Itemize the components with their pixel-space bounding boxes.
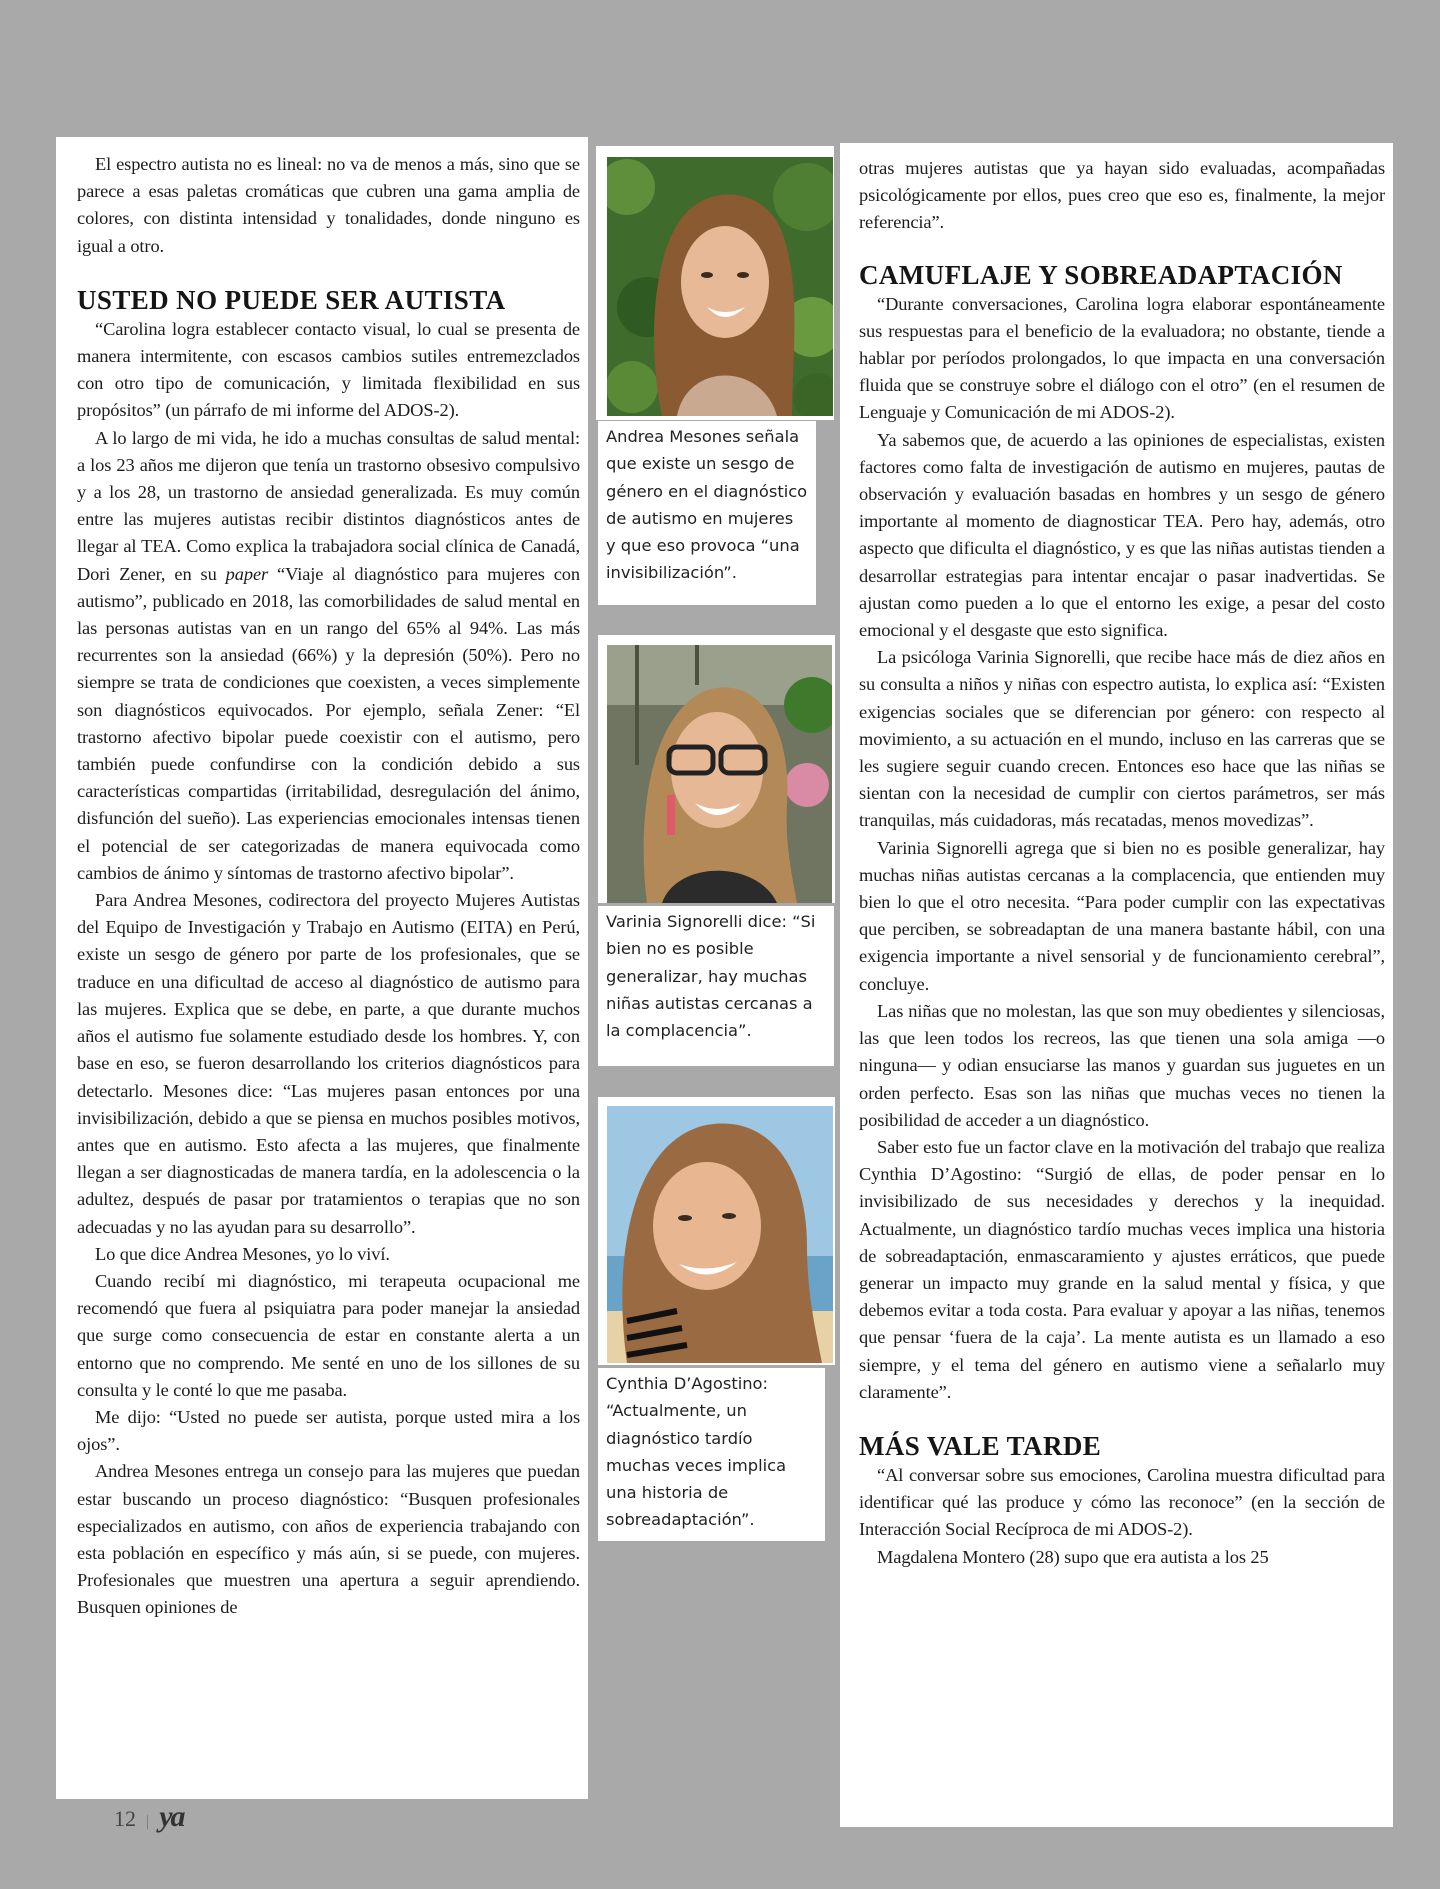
portrait-photo-icon <box>607 157 833 416</box>
left-text-column <box>56 137 588 1799</box>
paragraph: Saber esto fue un factor clave en la motivación del trabajo que realiza Cynthia D’Agostino: “Surgió de ellas, de poder pensar en lo invisibilizado de sus necesidades y derechos y la inequidad. Actualmente, un diagnóstico tardío muchas veces implica una historia de sobreadaptación, enmascaramiento y ajustes erráticos, que puede generar un impacto muy grande en la salud mental y física, y que debemos evitar a toda costa. Para evaluar y apoyar a las niñas, tenemos que pensar ‘fuera de la caja’. La mente autista es un llamado a eso siempre, y el tema del género en autismo viene a señalarlo muy claramente”. <box>859 1136 1385 1402</box>
emphasis-text: paper <box>225 563 269 584</box>
paragraph: otras mujeres autistas que ya hayan sido evaluadas, acompañadas psicológicamente por ellos, pues creo que eso es, finalmente, la mejor referencia”. <box>859 158 1385 233</box>
photo-caption: Varinia Signorelli dice: “Si bien no es posible generalizar, hay muchas niñas autistas cercanas a la complacencia”. <box>598 906 834 1066</box>
paragraph-text: “Viaje al diagnóstico para mujeres con autismo”, publicado en 2018, las comorbilidades de salud mental en las personas autistas van en un rango del 65% al 94%. Las más recurrentes son la ansiedad (66%) y la depresión (50%). Pero no siempre se trata de condiciones que coexisten, a veces simplemente son diagnósticos equivocados. Por ejemplo, señala Zener: “El trastorno afectivo bipolar puede coexistir con el autismo, pero también puede confundirse con la condición debido a sus características compartidas (irritabilidad, desregulación del ánimo, disfunción del sueño). Las experiencias emocionales intensas tienen el potencial de ser categorizadas de manera equivocada como cambios de ánimo y síntomas de trastorno afectivo bipolar”. <box>77 563 580 883</box>
paragraph: Ya sabemos que, de acuerdo a las opiniones de especialistas, existen factores como falta de investigación de autismo en mujeres, pautas de observación y evaluación basadas en hombres y un sesgo de género importante al momento de diagnosticar TEA. Pero hay, además, otro aspecto que dificulta el diagnóstico, y es que las niñas autistas tienden a desarrollar estrategias para intentar encajar o pasar inadvertidas. Se ajustan como pueden a lo que el entorno les exige, a pesar del costo emocional y el desgaste que esto significa. <box>859 429 1385 641</box>
folio-separator: | <box>146 1813 150 1830</box>
paragraph: Me dijo: “Usted no puede ser autista, porque usted mira a los ojos”. <box>77 1406 580 1455</box>
section-heading: MÁS VALE TARDE <box>859 1430 1102 1461</box>
paragraph: Las niñas que no molestan, las que son muy obedientes y silenciosas, las que leen todos los recreos, las que tienen una sola amiga —o ninguna— y odian ensuciarse las manos y guardan sus juguetes en un orden perfecto. Esas son las niñas que muchas veces no tienen la posibilidad de acceder a un diagnóstico. <box>859 1000 1385 1130</box>
section-heading: USTED NO PUEDE SER AUTISTA <box>77 284 506 315</box>
paragraph-text: A lo largo de mi vida, he ido a muchas consultas de salud mental: a los 23 años me dijeron que tenía un trastorno obsesivo compulsivo y a los 28, un trastorno de ansiedad generalizada. Es muy común entre las mujeres autistas recibir distintos diagnósticos antes de llegar al TEA. Como explica la trabajadora social clínica de Canadá, Dori Zener, en su <box>77 427 580 584</box>
section-heading: CAMUFLAJE Y SOBREADAPTACIÓN <box>859 259 1343 290</box>
photo-caption: Cynthia D’Agostino: “Actualmente, un diagnóstico tardío muchas veces implica una historia de sobreadaptación”. <box>598 1368 825 1541</box>
paragraph: “Al conversar sobre sus emociones, Carolina muestra dificultad para identificar qué las produce y cómo las reconoce” (en la sección de Interacción Social Recíproca de mi ADOS-2). <box>859 1464 1385 1540</box>
paragraph: Lo que dice Andrea Mesones, yo lo viví. <box>95 1243 390 1264</box>
page-number: 12 <box>114 1806 136 1831</box>
photo-caption: Andrea Mesones señala que existe un sesgo de género en el diagnóstico de autismo en mujeres y que eso provoca “una invisibilización”. <box>598 421 816 605</box>
paragraph <box>77 425 580 887</box>
portrait-photo-icon <box>607 1106 833 1363</box>
paragraph: El espectro autista no es lineal: no va de menos a más, sino que se parece a esas paletas cromáticas que cubren una gama amplia de colores, con distinta intensidad y tonalidades, donde ninguno es igual a otro. <box>77 154 580 256</box>
paragraph: “Carolina logra establecer contacto visual, lo cual se presenta de manera intermitente, con escasos cambios sutiles entremezclados con otro tipo de comunicación, y limitada flexibilidad en sus propósitos” (un párrafo de mi informe del ADOS-2). <box>77 318 580 421</box>
magazine-logo: ya <box>159 1800 184 1833</box>
portrait-photo-icon <box>607 645 832 903</box>
paragraph: Varinia Signorelli agrega que si bien no es posible generalizar, hay muchas niñas autistas cercanas a la complacencia, que entienden muy bien lo que el otro necesita. “Para poder cumplir con las expectativas que perciben, se sobreadaptan de una manera bastante hábil, con una exigencia importante a nivel sensorial y de funcionamiento cerebral”, concluye. <box>859 837 1385 994</box>
paragraph: Cuando recibí mi diagnóstico, mi terapeuta ocupacional me recomendó que fuera al psiquiatra para poder manejar la ansiedad que surge como consecuencia de estar en constante alerta a un entorno que no comprendo. Me senté en uno de los sillones de su consulta y le conté lo que me pasaba. <box>77 1270 580 1400</box>
paragraph: “Durante conversaciones, Carolina logra elaborar espontáneamente sus respuestas para el beneficio de la evaluadora; no obstante, tiende a hablar por períodos prolongados, lo que impacta en una conversación fluida que se construye sobre el diálogo con el otro” (en el resumen de Lenguaje y Comunicación de mi ADOS-2). <box>859 293 1385 423</box>
paragraph: Magdalena Montero (28) supo que era autista a los 25 <box>877 1546 1269 1567</box>
paragraph: Para Andrea Mesones, codirectora del proyecto Mujeres Autistas del Equipo de Investigación y Trabajo en Autismo (EITA) en Perú, existe un sesgo de género por parte de los profesionales, que se traduce en una dificultad de acceso al diagnóstico de autismo para las mujeres. Explica que se debe, en parte, a que durante muchos años el autismo fue solamente estudiado desde los hombres. Y, con base en eso, se fueron desarrollando los criterios diagnósticos para detectarlo. Mesones dice: “Las mujeres pasan entonces por una invisibilización, debido a que se piensa en muchos posibles motivos, antes que en autismo. Esto afecta a las mujeres, que finalmente llegan a ser diagnosticadas de manera tardía, en la adolescencia o la adultez, después de pasar por tratamientos o terapias que no son adecuadas y no las ayudan para su desarrollo”. <box>77 890 580 1237</box>
right-text-column <box>840 143 1393 1827</box>
page-folio <box>114 1800 184 1834</box>
paragraph: La psicóloga Varinia Signorelli, que recibe hace más de diez años en su consulta a niños y niñas con espectro autista, lo explica así: “Existen exigencias sociales que se diferencian por género: con respecto al movimiento, a su actuación en el mundo, incluso en las carreras que se les sugiere seguir cuando crecen. Entonces eso hace que las niñas se sientan con la necesidad de cumplir con ciertos parámetros, ser más tranquilas, más cuidadoras, más recatadas, menos movedizas”. <box>859 647 1385 831</box>
paragraph: Andrea Mesones entrega un consejo para las mujeres que puedan estar buscando un proceso diagnóstico: “Busquen profesionales especializados en autismo, con años de experiencia trabajando con esta población en específico y más aún, si se puede, con mujeres. Profesionales que muestren una apertura a seguir aprendiendo. Busquen opiniones de <box>77 1461 580 1618</box>
